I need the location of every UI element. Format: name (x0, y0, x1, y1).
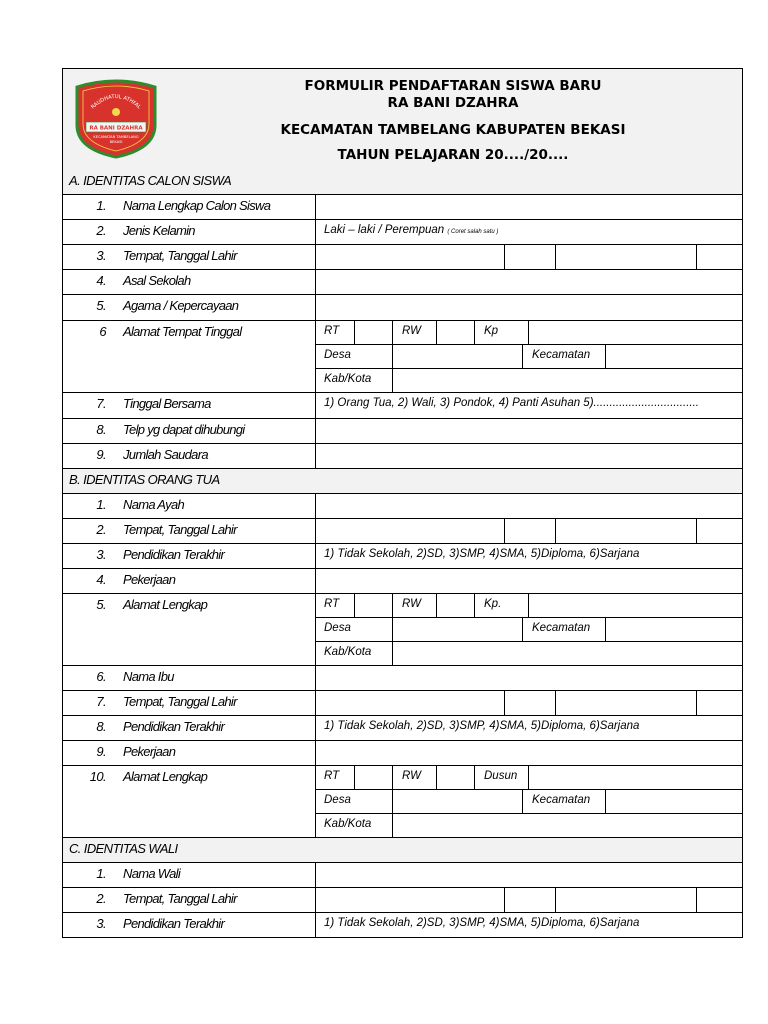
asal-sekolah-field[interactable] (315, 270, 742, 294)
field-label: Nama Lengkap Calon Siswa (123, 198, 271, 213)
cell-divider (354, 766, 355, 789)
row-a6 (63, 321, 742, 393)
kab-kota-label: Kab/Kota (324, 373, 372, 385)
row-number: 1. (96, 497, 106, 512)
row-b6 (63, 666, 742, 691)
cell-divider (522, 618, 523, 641)
row-number: 4. (96, 273, 106, 288)
jenis-kelamin-options (324, 224, 498, 236)
ibu-alamat-field[interactable] (315, 766, 742, 837)
tinggal-bersama-field[interactable] (315, 393, 742, 418)
field-label: Pendidikan Terakhir (123, 719, 225, 734)
school-logo (73, 79, 159, 159)
field-label: Telp yg dapat dihubungi (123, 422, 245, 437)
row-number: 3. (96, 916, 106, 931)
cell-divider (392, 594, 393, 617)
row-a7 (63, 393, 742, 419)
cell-divider (392, 790, 393, 813)
row-b2 (63, 519, 742, 544)
section-a-title: A. IDENTITAS CALON SISWA (69, 173, 232, 188)
logo-banner-text: RA BANI DZAHRA (89, 125, 143, 132)
section-b-header (63, 469, 742, 494)
tempat-tanggal-lahir-field[interactable] (315, 245, 742, 269)
cell-divider (605, 790, 606, 813)
cell-divider (605, 618, 606, 641)
cell-divider (436, 594, 437, 617)
field-label: Pendidikan Terakhir (123, 547, 225, 562)
row-a1 (63, 195, 742, 220)
row-number: 2. (96, 522, 106, 537)
ayah-tempat-tanggal-lahir-field[interactable] (315, 519, 742, 543)
desa-kecamatan-line (316, 618, 743, 642)
academic-year: TAHUN PELAJARAN 20..../20.... (337, 147, 569, 163)
row-b9 (63, 741, 742, 766)
cell-divider (392, 369, 393, 393)
rt-label: RT (324, 770, 340, 782)
kp-label: Kp. (484, 598, 502, 610)
ayah-pekerjaan-field[interactable] (315, 569, 742, 593)
ayah-alamat-field[interactable] (315, 594, 742, 665)
rw-label: RW (402, 770, 421, 782)
kab-kota-line (316, 369, 743, 393)
section-c-title: C. IDENTITAS WALI (69, 841, 178, 856)
cell-divider (522, 790, 523, 813)
field-label: Tempat, Tanggal Lahir (123, 522, 237, 537)
row-a9 (63, 444, 742, 469)
jumlah-saudara-field[interactable] (315, 444, 742, 468)
desa-label: Desa (324, 349, 351, 361)
row-number: 6 (99, 324, 106, 339)
cell-divider (474, 321, 475, 344)
row-a5 (63, 295, 742, 321)
desa-label: Desa (324, 794, 351, 806)
row-number: 4. (96, 572, 106, 587)
rt-rw-dusun-line (316, 766, 743, 790)
row-c1 (63, 863, 742, 888)
section-b-title: B. IDENTITAS ORANG TUA (69, 472, 220, 487)
section-c-header (63, 838, 742, 863)
logo-arc-text: RAUDHATUL ATHFAL (90, 93, 142, 111)
cell-divider (528, 321, 529, 344)
nama-wali-field[interactable] (315, 863, 742, 887)
telp-field[interactable] (315, 419, 742, 443)
jenis-kelamin-field[interactable] (315, 220, 742, 244)
wali-tempat-tanggal-lahir-field[interactable] (315, 888, 742, 912)
cell-divider (696, 245, 697, 269)
logo-small-text-1: KECAMATAN TAMBELANG (93, 135, 139, 139)
rw-label: RW (402, 325, 421, 337)
rw-label: RW (402, 598, 421, 610)
row-number: 6. (96, 669, 106, 684)
ibu-pekerjaan-field[interactable] (315, 741, 742, 765)
cell-divider (555, 691, 556, 715)
school-name: RA BANI DZAHRA (387, 95, 519, 111)
nama-ibu-field[interactable] (315, 666, 742, 690)
row-b4 (63, 569, 742, 594)
row-number: 5. (96, 597, 106, 612)
cell-divider (504, 519, 505, 543)
desa-kecamatan-line (316, 345, 743, 369)
row-a4 (63, 270, 742, 295)
tinggal-bersama-options: 1) Orang Tua, 2) Wali, 3) Pondok, 4) Panti Asuhan 5)................................. (324, 397, 699, 409)
row-b8 (63, 716, 742, 741)
field-label: Nama Ibu (123, 669, 174, 684)
row-number: 3. (96, 547, 106, 562)
cell-divider (392, 766, 393, 789)
row-b7 (63, 691, 742, 716)
field-label: Tempat, Tanggal Lahir (123, 248, 237, 263)
row-number: 2. (96, 223, 106, 238)
row-c3 (63, 913, 742, 937)
alamat-tempat-tinggal-field[interactable] (315, 321, 742, 392)
cell-divider (392, 814, 393, 838)
dusun-label: Dusun (484, 770, 518, 782)
cell-divider (555, 519, 556, 543)
cell-divider (474, 766, 475, 789)
rt-rw-kp-line (316, 594, 743, 618)
cell-divider (474, 594, 475, 617)
row-number: 7. (96, 396, 106, 411)
field-label: Alamat Lengkap (123, 597, 208, 612)
kecamatan-label: Kecamatan (532, 794, 591, 806)
cell-divider (605, 345, 606, 368)
ibu-pendidikan-field[interactable] (315, 716, 742, 740)
field-label: Nama Ayah (123, 497, 185, 512)
field-label: Asal Sekolah (123, 273, 191, 288)
desa-label: Desa (324, 622, 351, 634)
wali-pendidikan-field[interactable] (315, 913, 742, 937)
field-label: Jenis Kelamin (123, 223, 195, 238)
cell-divider (555, 245, 556, 269)
cell-divider (392, 642, 393, 666)
kab-kota-label: Kab/Kota (324, 646, 372, 658)
kp-label: Kp (484, 325, 499, 337)
cell-divider (696, 519, 697, 543)
pendidikan-options: 1) Tidak Sekolah, 2)SD, 3)SMP, 4)SMA, 5)Diploma, 6)Sarjana (324, 917, 640, 929)
row-number: 7. (96, 694, 106, 709)
row-number: 9. (96, 447, 106, 462)
cell-divider (504, 245, 505, 269)
kecamatan-label: Kecamatan (532, 349, 591, 361)
cell-divider (392, 345, 393, 368)
field-label: Tinggal Bersama (123, 396, 211, 411)
cell-divider (354, 594, 355, 617)
field-label: Alamat Lengkap (123, 769, 208, 784)
field-label: Jumlah Saudara (123, 447, 208, 462)
cell-divider (528, 766, 529, 789)
row-number: 9. (96, 744, 106, 759)
form-header (63, 69, 742, 171)
rt-label: RT (324, 325, 340, 337)
agama-field[interactable] (315, 295, 742, 320)
field-label: Agama / Kepercayaan (123, 298, 239, 313)
row-b1 (63, 494, 742, 519)
row-c2 (63, 888, 742, 913)
kecamatan-label: Kecamatan (532, 622, 591, 634)
desa-kecamatan-line (316, 790, 743, 814)
gender-note: ( Coret salah satu ) (447, 229, 499, 235)
row-number: 10. (89, 769, 106, 784)
cell-divider (696, 691, 697, 715)
row-number: 2. (96, 891, 106, 906)
cell-divider (354, 321, 355, 344)
cell-divider (392, 321, 393, 344)
row-b5 (63, 594, 742, 666)
field-label: Alamat Tempat Tinggal (123, 324, 242, 339)
row-a3 (63, 245, 742, 270)
row-b3 (63, 544, 742, 569)
cell-divider (392, 618, 393, 641)
row-b10 (63, 766, 742, 838)
field-label: Pendidikan Terakhir (123, 916, 225, 931)
field-label: Pekerjaan (123, 572, 176, 587)
cell-divider (436, 321, 437, 344)
district-line: KECAMATAN TAMBELANG KABUPATEN BEKASI (280, 122, 626, 138)
cell-divider (436, 766, 437, 789)
row-number: 8. (96, 422, 106, 437)
registration-form (62, 68, 743, 938)
cell-divider (504, 888, 505, 912)
kab-kota-label: Kab/Kota (324, 818, 372, 830)
pendidikan-options: 1) Tidak Sekolah, 2)SD, 3)SMP, 4)SMA, 5)Diploma, 6)Sarjana (324, 548, 640, 560)
cell-divider (696, 888, 697, 912)
kab-kota-line (316, 642, 743, 666)
ibu-tempat-tanggal-lahir-field[interactable] (315, 691, 742, 715)
field-label: Tempat, Tanggal Lahir (123, 694, 237, 709)
ayah-pendidikan-field[interactable] (315, 544, 742, 568)
row-number: 1. (96, 866, 106, 881)
logo-small-text-2: BEKASI (109, 140, 123, 144)
cell-divider (555, 888, 556, 912)
row-number: 1. (96, 198, 106, 213)
kab-kota-line (316, 814, 743, 838)
row-number: 5. (96, 298, 106, 313)
row-a2 (63, 220, 742, 245)
section-a-header (63, 170, 742, 195)
field-label: Pekerjaan (123, 744, 176, 759)
rt-rw-kp-line (316, 321, 743, 345)
field-label: Nama Wali (123, 866, 181, 881)
cell-divider (528, 594, 529, 617)
row-a8 (63, 419, 742, 444)
cell-divider (504, 691, 505, 715)
row-number: 8. (96, 719, 106, 734)
rt-label: RT (324, 598, 340, 610)
nama-ayah-field[interactable] (315, 494, 742, 518)
row-number: 3. (96, 248, 106, 263)
form-title: FORMULIR PENDAFTARAN SISWA BARU (304, 78, 602, 94)
gender-options-text: Laki – laki / Perempuan (324, 224, 445, 236)
cell-divider (522, 345, 523, 368)
nama-calon-siswa-field[interactable] (315, 195, 742, 219)
pendidikan-options: 1) Tidak Sekolah, 2)SD, 3)SMP, 4)SMA, 5)Diploma, 6)Sarjana (324, 720, 640, 732)
field-label: Tempat, Tanggal Lahir (123, 891, 237, 906)
